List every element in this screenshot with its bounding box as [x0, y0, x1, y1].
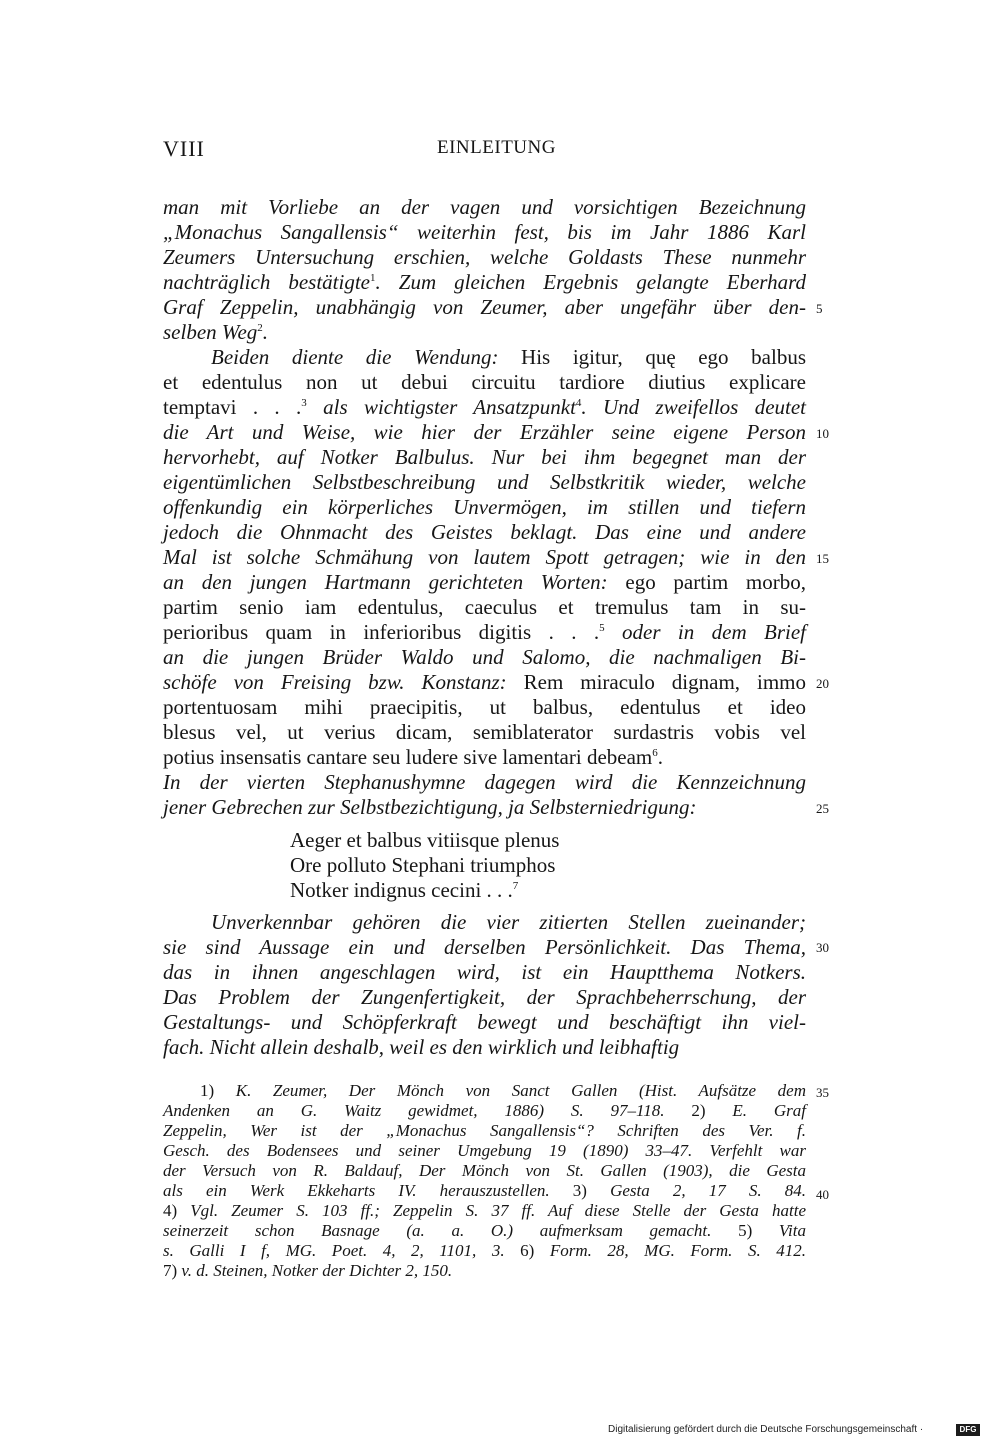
text-run: oder in dem Brief [604, 620, 806, 644]
text-run: die Art und Weise, wie hier der Erzähler seine eigene Person [163, 420, 806, 444]
text-line [163, 295, 806, 320]
footnote-line [163, 1101, 806, 1120]
text-run: et edentulus non ut debui circuitu tardiore diutius explicare [163, 370, 806, 394]
footnote-line [163, 1221, 806, 1240]
text-run: jedoch die Ohnmacht des Geistes beklagt. Das eine und andere [163, 520, 806, 544]
text-line [163, 495, 806, 520]
text-run: 3) [572, 1181, 611, 1200]
line-number: 25 [816, 801, 829, 816]
footnote-ref: 7 [512, 880, 519, 892]
text-run: 7) [163, 1261, 182, 1280]
text-line [163, 720, 806, 745]
text-run: schöfe von Freising bzw. Konstanz: [163, 670, 524, 694]
text-line [163, 545, 806, 570]
text-run: Das Problem der Zungenfertigkeit, der Sprachbeherrschung, der [163, 985, 806, 1009]
text-line [163, 270, 806, 295]
text-run: E. Graf [732, 1101, 807, 1120]
text-run: Gesta 2, 17 S. 84. [610, 1181, 806, 1200]
text-line [163, 395, 806, 420]
text-run: portentuosam mihi praecipitis, ut balbus, edentulus et ideo [163, 695, 806, 719]
text-line [163, 960, 806, 985]
text-run: fach. Nicht allein deshalb, weil es den wirklich und leibhaftig [163, 1035, 680, 1059]
text-run: K. Zeumer, Der Mönch von Sanct Gallen (Hist. Aufsätze dem [235, 1081, 806, 1100]
text-line [163, 620, 806, 645]
text-run: Rem miraculo dignam, immo [523, 670, 806, 694]
text-line [163, 195, 806, 220]
text-run: hervorhebt, auf Notker Balbulus. Nur bei ihm begegnet man der [163, 445, 806, 469]
text-line [163, 420, 806, 445]
text-run: als wichtigster Ansatzpunkt [306, 395, 576, 419]
footnote-ref: 6 [652, 747, 658, 759]
text-run: Zeppelin, Wer ist der „Monachus Sangallensis“? Schriften des Ver. f. [163, 1121, 806, 1140]
text-run: 6) [520, 1241, 550, 1260]
text-line [163, 985, 806, 1010]
text-run: His igitur, quę ego balbus [521, 345, 806, 369]
footnote-ref: 1 [370, 272, 376, 284]
footnote-line [163, 1121, 806, 1140]
text-run: perioribus quam in inferioribus digitis . . . [163, 620, 600, 644]
text-run: Beiden diente die Wendung: [211, 345, 522, 369]
text-run: ego partim morbo, [625, 570, 806, 594]
text-run: . Zum gleichen Ergebnis gelangte Eberhard [375, 270, 806, 294]
line-number: 10 [816, 426, 829, 441]
text-run: v. d. Steinen, Notker der Dichter 2, 150. [181, 1261, 453, 1280]
text-run: . [262, 320, 269, 344]
text-run: Unverkennbar gehören die vier zitierten Stellen zueinander; [211, 910, 806, 934]
footnote-ref: 5 [599, 622, 605, 634]
text-run: sie sind Aussage ein und derselben Persönlichkeit. Das Thema, [163, 935, 806, 959]
text-line [163, 320, 806, 345]
text-run: Zeumers Untersuchung erschien, welche Goldasts These nunmehr [163, 245, 806, 269]
running-title: EINLEITUNG [437, 137, 556, 158]
footnote-line [163, 1141, 806, 1160]
text-run: temptavi . . . [163, 395, 302, 419]
text-run: man mit Vorliebe an der vagen und vorsichtigen Bezeichnung [163, 195, 806, 219]
text-run: 4) [163, 1201, 191, 1220]
dfg-logo: DFG [956, 1424, 980, 1436]
text-run: der Versuch von R. Baldauf, Der Mönch von St. Gallen (1903), die Gesta [163, 1161, 806, 1180]
text-line [163, 570, 806, 595]
line-number: 30 [816, 940, 829, 955]
text-run: Vita [778, 1221, 806, 1240]
text-run: „Monachus Sangallensis“ weiterhin fest, bis im Jahr 1886 Karl [163, 220, 806, 244]
verse-line [290, 878, 790, 903]
text-line [163, 1010, 806, 1035]
text-line [163, 595, 806, 620]
text-run: potius insensatis cantare seu ludere sive lamentari debeam [163, 745, 653, 769]
text-run: Andenken an G. Waitz gewidmet, 1886) S. 97–118. [163, 1101, 692, 1120]
footnote-ref: 2 [257, 322, 263, 334]
text-run: Notker indignus cecini . . . [290, 878, 513, 902]
text-line [163, 1035, 806, 1060]
text-line [163, 445, 806, 470]
text-line [163, 370, 806, 395]
text-run: Vgl. Zeumer S. 103 ff.; Zeppelin S. 37 ff. Auf diese Stelle der Gesta hatte [190, 1201, 806, 1220]
text-line [211, 910, 806, 935]
line-number: 40 [816, 1187, 829, 1202]
line-number: 35 [816, 1085, 829, 1100]
footnote-ref: 3 [301, 397, 307, 409]
text-line [163, 645, 806, 670]
text-run: das in ihnen angeschlagen wird, ist ein Hauptthema Notkers. [163, 960, 806, 984]
text-run: . [657, 745, 663, 769]
footnote-line [163, 1261, 806, 1280]
text-line [163, 745, 806, 770]
text-run: Form. 28, MG. Form. S. 412. [549, 1241, 806, 1260]
text-run: nachträglich bestätigte [163, 270, 370, 294]
text-line [163, 770, 806, 795]
footnote-ref: 4 [575, 397, 582, 409]
text-run: Aeger et balbus vitiisque plenus [290, 828, 560, 852]
text-line [163, 470, 806, 495]
text-run: seinerzeit schon Basnage (a. a. O.) aufmerksam gemacht. [163, 1221, 739, 1240]
text-line [163, 245, 806, 270]
text-run: jener Gebrechen zur Selbstbezichtigung, ja Selbsterniedrigung: [163, 795, 697, 819]
text-run: an die jungen Brüder Waldo und Salomo, die nachmaligen Bi- [163, 645, 806, 669]
digitization-credit: Digitalisierung gefördert durch die Deutsche Forschungsgemeinschaft · [608, 1424, 924, 1435]
verse-line [290, 828, 790, 853]
footnote-line [163, 1201, 806, 1220]
line-number: 20 [816, 676, 829, 691]
text-line [163, 695, 806, 720]
text-run: blesus vel, ut verius dicam, semiblaterator surdastris vobis vel [163, 720, 806, 744]
text-line [163, 220, 806, 245]
text-run: 5) [738, 1221, 779, 1240]
text-run: an den jungen Hartmann gerichteten Worten: [163, 570, 626, 594]
text-run: Ore polluto Stephani triumphos [290, 853, 556, 877]
footnote-line [200, 1081, 806, 1100]
text-line [163, 795, 806, 820]
text-run: Mal ist solche Schmähung von lautem Spott getragen; wie in den [163, 545, 806, 569]
text-run: offenkundig ein körperliches Unvermögen, im stillen und tiefern [163, 495, 806, 519]
footnote-line [163, 1161, 806, 1180]
text-run: . Und zweifellos deutet [581, 395, 807, 419]
text-line [211, 345, 806, 370]
text-run: In der vierten Stephanushymne dagegen wird die Kennzeichnung [163, 770, 806, 794]
text-run: selben Weg [163, 320, 258, 344]
text-run: eigentümlichen Selbstbeschreibung und Selbstkritik wieder, welche [163, 470, 806, 494]
text-line [163, 670, 806, 695]
line-number: 15 [816, 551, 829, 566]
text-run: als ein Werk Ekkeharts IV. herauszustellen. [163, 1181, 573, 1200]
text-run: Gesch. des Bodensees und seiner Umgebung 19 (1890) 33–47. Verfehlt war [163, 1141, 806, 1160]
text-run: 2) [691, 1101, 733, 1120]
footnote-line [163, 1241, 806, 1260]
footnote-line [163, 1181, 806, 1200]
text-run: Graf Zeppelin, unabhängig von Zeumer, aber ungefähr über den- [163, 295, 806, 319]
page-number: VIII [163, 136, 205, 161]
verse-line [290, 853, 790, 878]
text-run: Gestaltungs- und Schöpferkraft bewegt und beschäftigt ihn viel- [163, 1010, 806, 1034]
text-run: 1) [200, 1081, 236, 1100]
text-run: s. Galli I f, MG. Poet. 4, 2, 1101, 3. [163, 1241, 521, 1260]
text-line [163, 935, 806, 960]
text-line [163, 520, 806, 545]
line-number: 5 [816, 301, 823, 316]
text-run: partim senio iam edentulus, caeculus et tremulus tam in su- [163, 595, 806, 619]
